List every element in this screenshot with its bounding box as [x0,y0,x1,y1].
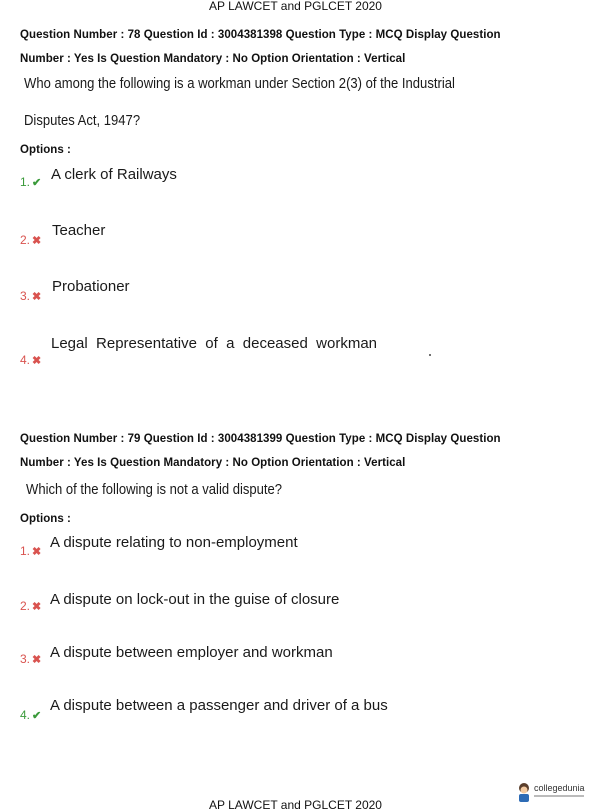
correct-check-icon: ✔ [32,177,42,189]
stray-dot [429,354,431,356]
options-label: Options : [20,513,71,525]
logo-text: collegedunia [534,783,585,793]
option-number: 4. ✖ [20,353,42,367]
question-meta-line1: Question Number : 79 Question Id : 3004381399 Question Type : MCQ Display Question [20,433,501,445]
option-number: 1. ✔ [20,175,42,189]
option-text: Legal Representative of a deceased workman [51,335,378,352]
question-text-line1: Which of the following is not a valid dispute? [26,482,283,498]
wrong-cross-icon: ✖ [32,235,42,247]
wrong-cross-icon: ✖ [32,601,42,613]
option-text: Probationer [52,278,130,295]
question-meta-line1: Question Number : 78 Question Id : 3004381398 Question Type : MCQ Display Question [20,29,501,41]
wrong-cross-icon: ✖ [32,355,42,367]
option-text: Teacher [52,222,106,239]
question-text-line2: Disputes Act, 1947? [24,113,141,129]
question-meta-line2: Number : Yes Is Question Mandatory : No Option Orientation : Vertical [20,53,406,65]
option-number: 4. ✔ [20,708,42,722]
option-text: A dispute relating to non-employment [50,534,298,551]
wrong-cross-icon: ✖ [32,291,42,303]
wrong-cross-icon: ✖ [32,654,42,666]
option-number: 1. ✖ [20,544,42,558]
question-meta-line2: Number : Yes Is Question Mandatory : No Option Orientation : Vertical [20,457,406,469]
question-text-line1: Who among the following is a workman under Section 2(3) of the Industrial [24,76,455,92]
option-text: A dispute between employer and workman [50,644,333,661]
option-number: 3. ✖ [20,289,42,303]
page-footer: AP LAWCET and PGLCET 2020 [209,798,382,812]
correct-check-icon: ✔ [32,710,42,722]
option-text: A dispute between a passenger and driver of a bus [50,697,388,714]
option-number: 3. ✖ [20,652,42,666]
logo-tagline [534,795,584,797]
option-text: A clerk of Railways [51,166,177,183]
option-text: A dispute on lock-out in the guise of closure [50,591,340,608]
options-label: Options : [20,144,71,156]
page-header: AP LAWCET and PGLCET 2020 [209,0,382,13]
option-number: 2. ✖ [20,233,42,247]
wrong-cross-icon: ✖ [32,546,42,558]
option-number: 2. ✖ [20,599,42,613]
